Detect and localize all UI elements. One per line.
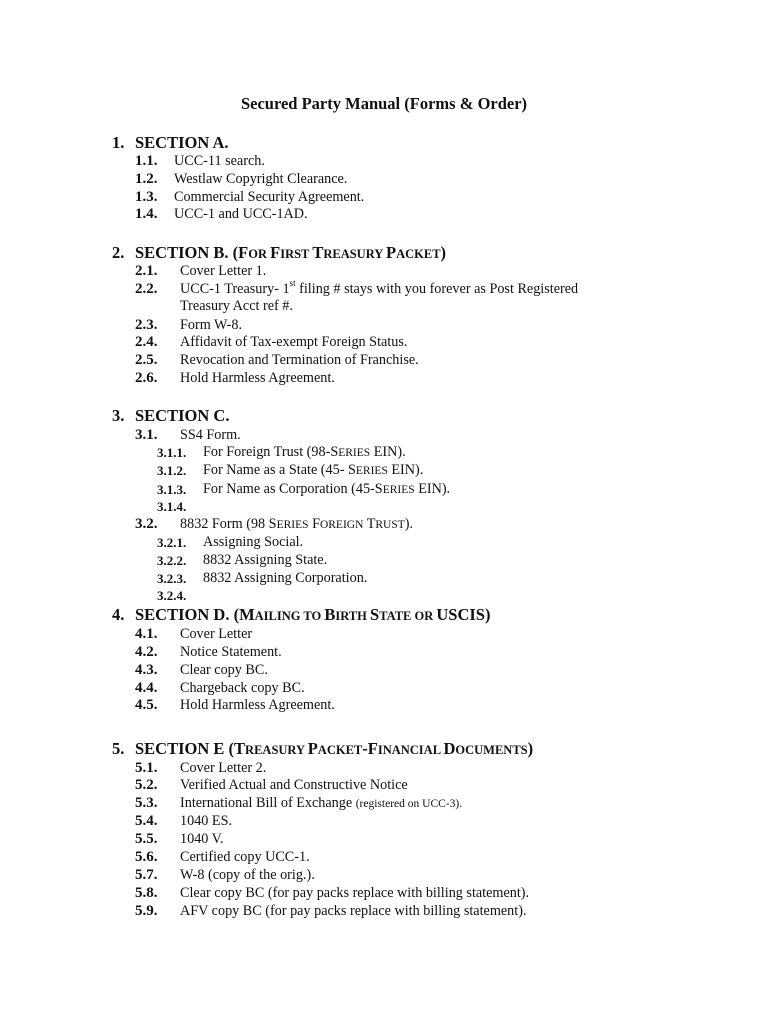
- section-heading-a: 1. SECTION A.: [112, 133, 229, 152]
- section-heading-e: 5. SECTION E (TREASURY PACKET-FINANCIAL DOCUMENTS): [112, 739, 534, 758]
- section-heading-c: 3. SECTION C.: [112, 406, 230, 425]
- section-heading-d: 4. SECTION D. (MAILING TO BIRTH STATE OR USCIS): [112, 605, 491, 624]
- document-page: Secured Party Manual (Forms & Order) 1. SECTION A. 1.1. UCC-11 search. 1.2. Westlaw Copyright Clearance. 1.3. Commercial Security Agreement. 1.4. UCC-1 and UCC-1AD. 2. SECTION B. (FOR FIRST TREASURY PACKET) 2.1. Cover Letter 1. 2.2. UCC-1 Treasury- 1st filing # stays with you forever as Post Registered Treasury Acct ref #. 2.3. Form W-8. 2.4. Affidavit of Tax-exempt Foreign Status. 2.5. Revocation and Termination of Franchise. 2.6. Hold Harmless Agreement. 3. SECTION C. 3.1. SS4 Form. 3.1.1. For Foreign Trust (98-SERIES EIN). 3.1.2. For Name as a State (45- SERIES EIN). 3.1.3. For Name as Corporation (45-SERIES EIN). 3.1.4. 3.2. 8832 Form (98 SERIES FOREIGN TRUST). 3.2.1. Assigning Social. 3.2.2. 8832 Assigning State. 3.2.3. 8832 Assigning Corporation. 3.2.4. 4. SECTION D. (MAILING TO BIRTH STATE OR USCIS) 4.1. Cover Letter 4.2. Notice Statement. 4.3. Clear copy BC. 4.4. Chargeback copy BC. 4.5. Hold Harmless Agreement. 5. SECTION E (TREASURY PACKET-FINANCIAL DOCUMENTS) 5.1. Cover Letter 2. 5.2. Verified Actual and Constructive Notice 5.3. International Bill of Exchange (registered on UCC-3). 5.4. 1040 ES. 5.5. 1040 V. 5.6. Certified copy UCC-1. 5.7. W-8 (copy of the orig.). 5.8. Clear copy BC (for pay packs replace with billing statement). 5.9. AFV copy BC (for pay packs replace with billing statement).: [0, 0, 768, 1024]
- page-title: Secured Party Manual (Forms & Order): [240, 94, 528, 113]
- section-heading-b: 2. SECTION B. (FOR FIRST TREASURY PACKET): [112, 243, 447, 262]
